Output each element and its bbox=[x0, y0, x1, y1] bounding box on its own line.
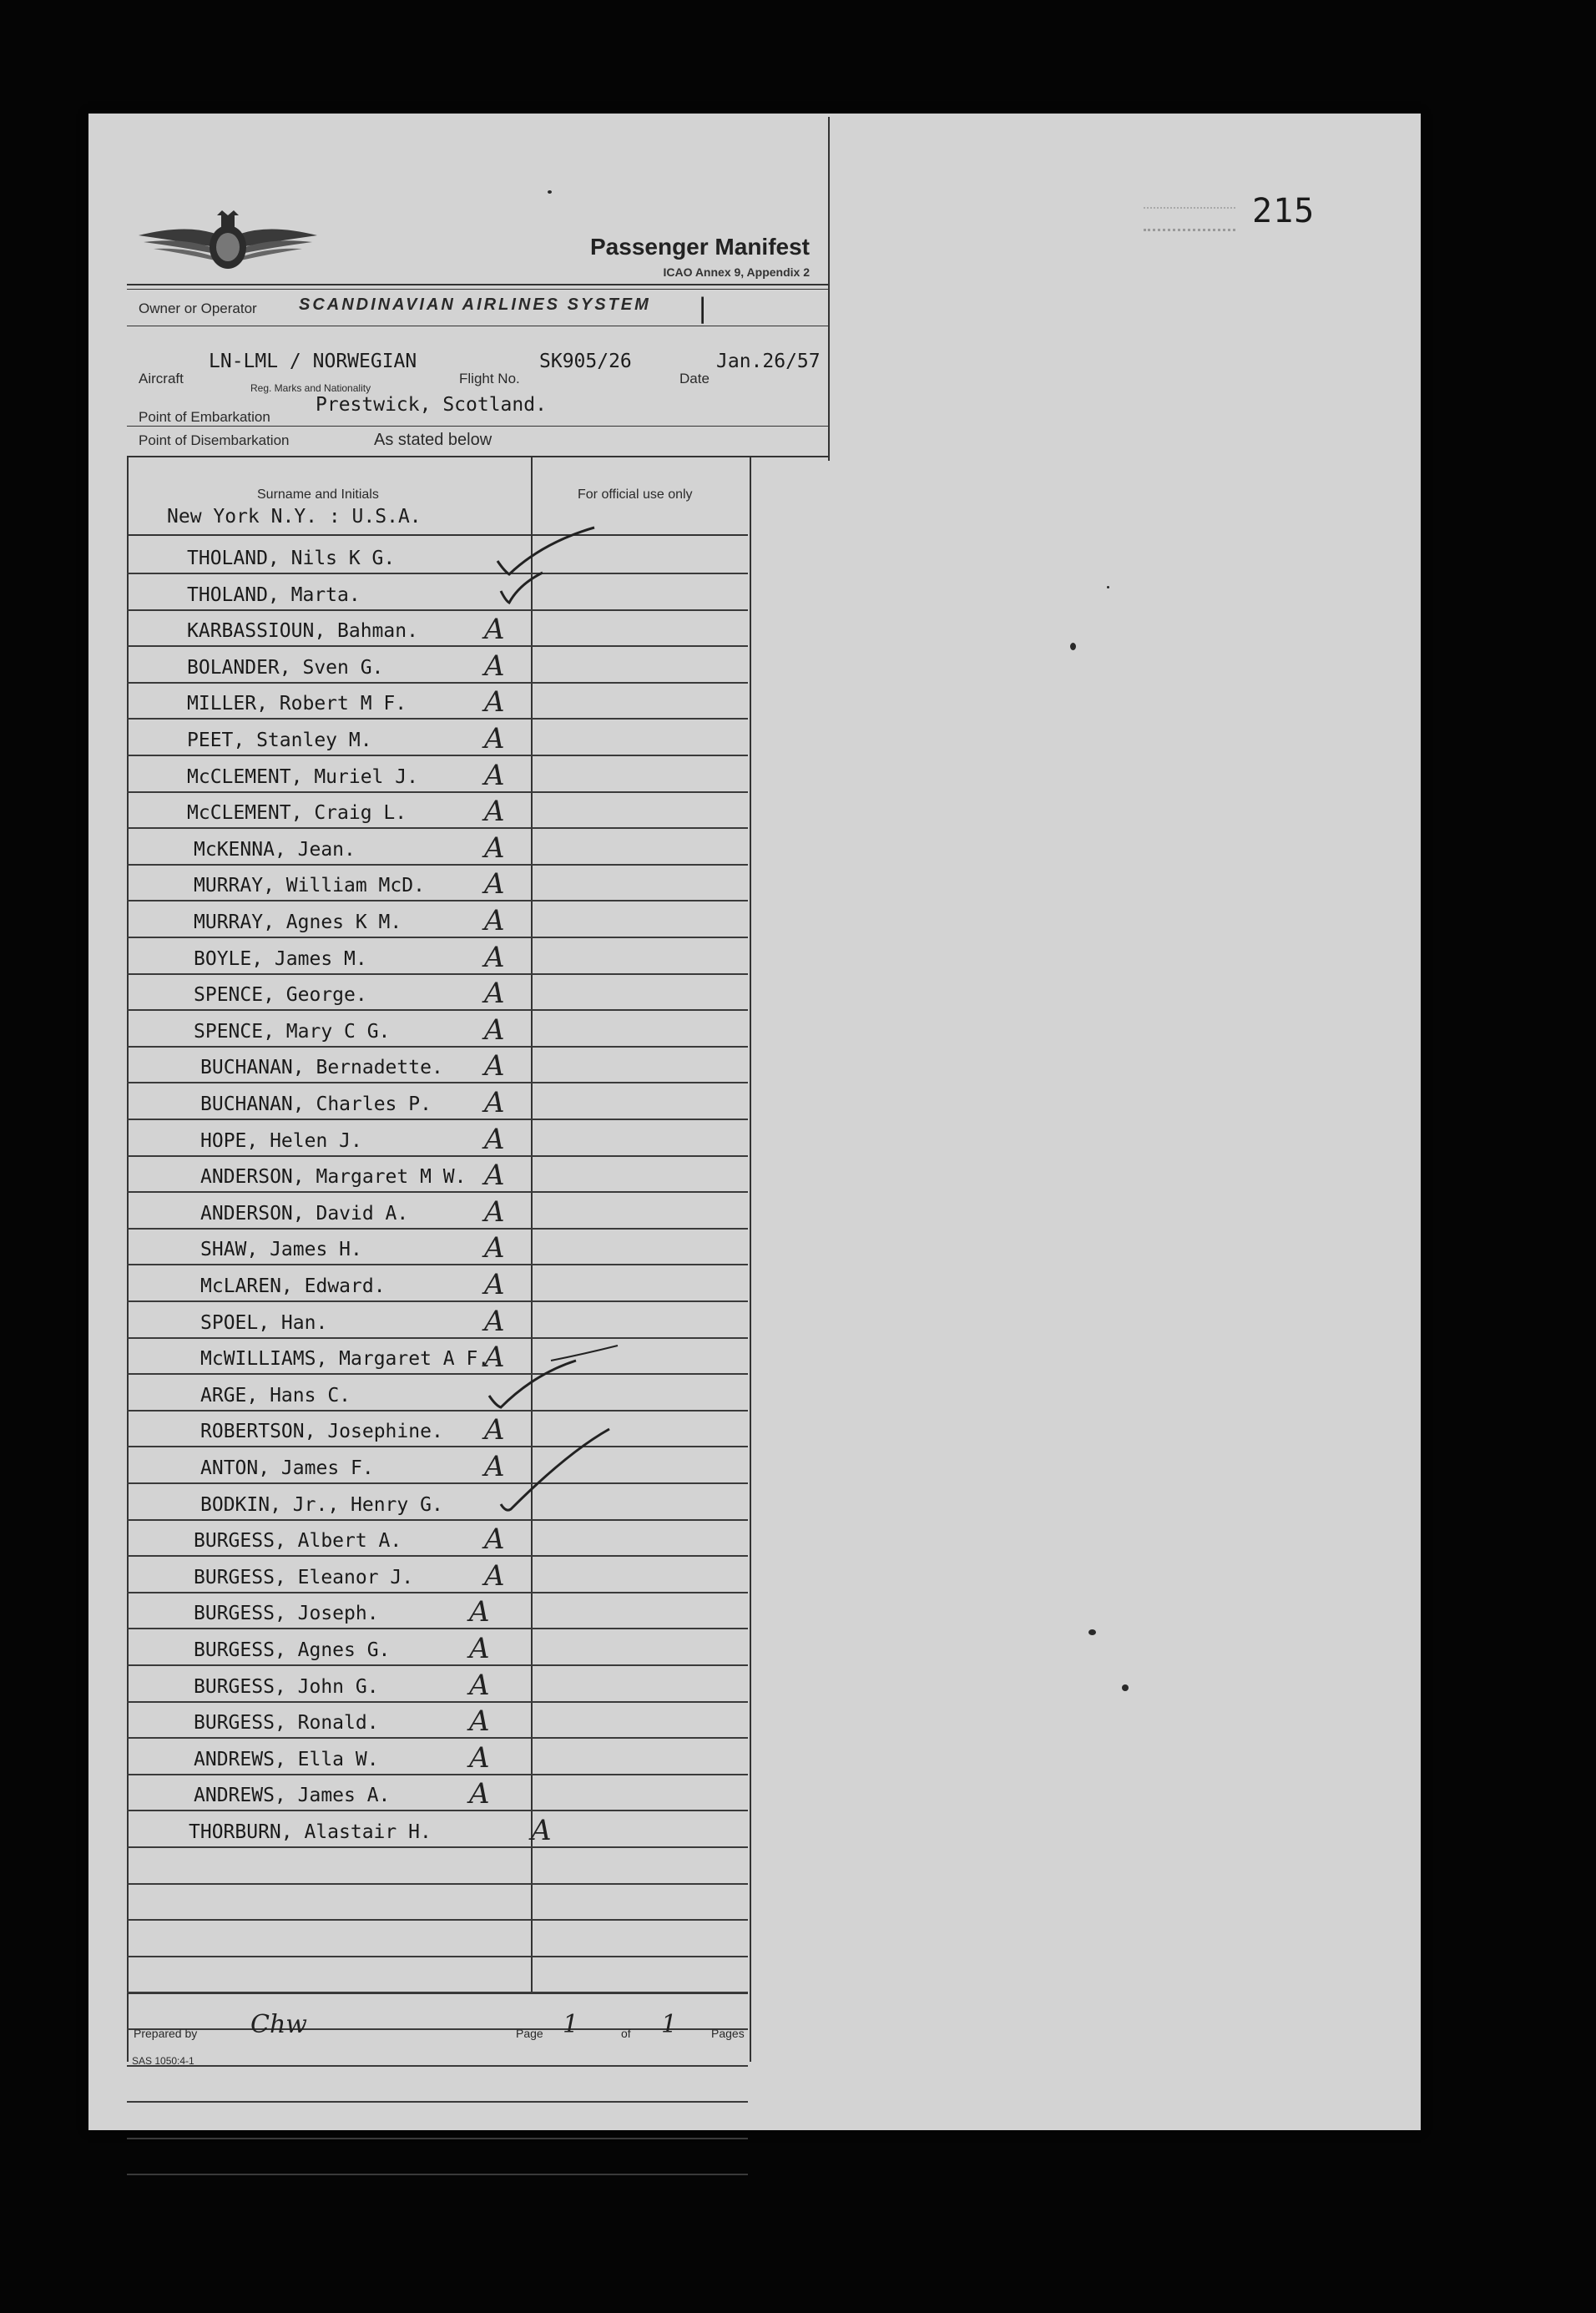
table-row bbox=[127, 1047, 748, 1083]
passenger-name: HOPE, Helen J. bbox=[200, 1129, 362, 1152]
reg-label: Reg. Marks and Nationality bbox=[250, 382, 371, 394]
table-row bbox=[127, 1229, 748, 1265]
scan-speck bbox=[1122, 1684, 1129, 1691]
header-divider bbox=[127, 284, 828, 285]
official-column-header: For official use only bbox=[578, 487, 693, 502]
table-row bbox=[127, 974, 748, 1011]
handwritten-mark: A bbox=[531, 1814, 552, 1847]
table-row bbox=[127, 538, 748, 574]
handwritten-mark: A bbox=[484, 685, 505, 720]
table-row bbox=[127, 1884, 748, 1921]
table-row bbox=[127, 756, 748, 793]
handwritten-mark: A bbox=[484, 649, 505, 683]
passenger-name: BURGESS, Agnes G. bbox=[194, 1639, 391, 1661]
prepared-by-label: Prepared by bbox=[134, 2027, 198, 2040]
owner-value: SCANDINAVIAN AIRLINES SYSTEM bbox=[299, 295, 651, 314]
footer-rule bbox=[127, 1993, 748, 1994]
table-row bbox=[127, 865, 748, 901]
table-row bbox=[127, 1265, 748, 1302]
passenger-name: ANDERSON, David A. bbox=[200, 1202, 409, 1225]
handwritten-mark: A bbox=[484, 1013, 505, 1047]
handwritten-mark: A bbox=[469, 1668, 490, 1702]
table-row bbox=[127, 683, 748, 720]
passenger-name: THOLAND, Marta. bbox=[187, 583, 361, 606]
handwritten-mark: A bbox=[484, 758, 505, 792]
page-number: 215 bbox=[1252, 192, 1316, 230]
handwritten-mark: A bbox=[484, 613, 505, 647]
table-row bbox=[127, 1411, 748, 1447]
table-row bbox=[127, 2139, 748, 2175]
handwritten-mark: A bbox=[469, 1632, 490, 1665]
embark-divider bbox=[127, 426, 828, 427]
table-row bbox=[127, 792, 748, 829]
form-number: SAS 1050:4-1 bbox=[132, 2055, 194, 2067]
passenger-name: McCLEMENT, Craig L. bbox=[187, 802, 407, 825]
passenger-name: ANDREWS, James A. bbox=[194, 1785, 391, 1807]
table-row bbox=[127, 647, 748, 684]
handwritten-mark: A bbox=[484, 904, 505, 937]
table-row bbox=[127, 1921, 748, 1957]
owner-tick-mark: | bbox=[694, 292, 711, 324]
passenger-name: BURGESS, Albert A. bbox=[194, 1530, 402, 1553]
date-label: Date bbox=[679, 371, 710, 386]
handwritten-mark: A bbox=[484, 940, 505, 974]
table-row bbox=[127, 1666, 748, 1703]
table-row bbox=[127, 1557, 748, 1593]
passenger-name: BURGESS, John G. bbox=[194, 1675, 379, 1698]
table-row bbox=[127, 1593, 748, 1629]
table-row bbox=[127, 1011, 748, 1048]
passenger-name: BURGESS, Eleanor J. bbox=[194, 1566, 414, 1588]
table-row bbox=[127, 1156, 748, 1193]
scan-speck bbox=[1070, 643, 1076, 650]
scan-speck bbox=[1088, 1629, 1096, 1635]
destination-heading: New York N.Y. : U.S.A. bbox=[167, 506, 422, 528]
passenger-name: McKENNA, Jean. bbox=[194, 838, 356, 861]
pages-label: Pages bbox=[711, 2027, 745, 2040]
handwritten-mark: A bbox=[469, 1704, 490, 1739]
table-row bbox=[127, 1302, 748, 1339]
handwritten-mark: A bbox=[484, 1341, 505, 1375]
embark-value: Prestwick, Scotland. bbox=[316, 394, 547, 416]
handwritten-mark: A bbox=[484, 977, 505, 1011]
passenger-name: MURRAY, William McD. bbox=[194, 875, 425, 897]
handwritten-mark: A bbox=[484, 1086, 505, 1119]
passenger-name: SPOEL, Han. bbox=[200, 1311, 328, 1334]
table-row bbox=[127, 1120, 748, 1157]
passenger-name: McWILLIAMS, Margaret A F. bbox=[200, 1348, 490, 1371]
table-row bbox=[127, 1193, 748, 1230]
table-header-rule bbox=[127, 534, 748, 536]
page-value: 1 bbox=[563, 2010, 579, 2039]
handwritten-mark: A bbox=[484, 1231, 505, 1265]
table-row bbox=[127, 1338, 748, 1375]
handwritten-mark: A bbox=[484, 1523, 505, 1557]
scan-speck bbox=[1107, 586, 1109, 588]
passenger-name: PEET, Stanley M. bbox=[187, 730, 372, 751]
table-row bbox=[127, 1957, 748, 1993]
handwritten-mark: A bbox=[484, 1049, 505, 1083]
passenger-name: ANDERSON, Margaret M W. bbox=[200, 1166, 467, 1189]
passenger-name: McCLEMENT, Muriel J. bbox=[187, 765, 418, 788]
passenger-name: BUCHANAN, Charles P. bbox=[200, 1093, 432, 1115]
passenger-name: BURGESS, Joseph. bbox=[194, 1603, 379, 1625]
table-row bbox=[127, 720, 748, 756]
handwritten-mark: A bbox=[484, 1268, 505, 1301]
surname-column-header: Surname and Initials bbox=[257, 487, 379, 502]
table-row bbox=[127, 1520, 748, 1557]
passenger-name: ARGE, Hans C. bbox=[200, 1384, 351, 1406]
handwritten-mark: A bbox=[469, 1777, 490, 1811]
table-row bbox=[127, 2030, 748, 2067]
owner-label: Owner or Operator bbox=[139, 300, 257, 316]
table-row bbox=[127, 1447, 748, 1484]
passenger-name: McLAREN, Edward. bbox=[200, 1275, 386, 1297]
of-label: of bbox=[621, 2027, 631, 2040]
passenger-name: BOYLE, James M. bbox=[194, 947, 367, 970]
aircraft-label: Aircraft bbox=[139, 371, 184, 386]
table-row bbox=[127, 1375, 748, 1412]
page-label: Page bbox=[516, 2027, 543, 2040]
table-row bbox=[127, 2103, 748, 2139]
manifest-title: Passenger Manifest bbox=[590, 234, 810, 260]
passenger-name: SPENCE, George. bbox=[194, 984, 367, 1007]
disembark-value: As stated below bbox=[374, 431, 492, 449]
of-value: 1 bbox=[661, 2010, 678, 2039]
table-row bbox=[127, 1993, 748, 2030]
handwritten-mark: A bbox=[484, 1159, 505, 1193]
passenger-name: SPENCE, Mary C G. bbox=[194, 1020, 391, 1043]
table-row bbox=[127, 2066, 748, 2103]
date-value: Jan.26/57 bbox=[716, 351, 821, 372]
passenger-name: MILLER, Robert M F. bbox=[187, 693, 407, 715]
flight-label: Flight No. bbox=[459, 371, 520, 386]
table-row bbox=[127, 610, 748, 647]
handwritten-mark: A bbox=[484, 795, 505, 829]
table-row bbox=[127, 1739, 748, 1775]
handwritten-mark: A bbox=[484, 1122, 505, 1156]
header-divider bbox=[127, 289, 828, 290]
flight-value: SK905/26 bbox=[539, 351, 632, 372]
table-row bbox=[127, 1629, 748, 1666]
handwritten-mark: A bbox=[484, 1304, 505, 1338]
passenger-name: SHAW, James H. bbox=[200, 1239, 362, 1261]
table-row bbox=[127, 1484, 748, 1521]
passenger-name: BURGESS, Ronald. bbox=[194, 1712, 379, 1735]
handwritten-mark: A bbox=[484, 867, 505, 901]
passenger-name: BUCHANAN, Bernadette. bbox=[200, 1057, 443, 1079]
table-row bbox=[127, 1848, 748, 1885]
table-row bbox=[127, 1083, 748, 1120]
passenger-name: KARBASSIOUN, Bahman. bbox=[187, 620, 418, 643]
prepared-by-signature: Chw bbox=[250, 2010, 307, 2039]
handwritten-mark: A bbox=[484, 1194, 505, 1229]
passenger-name: ROBERTSON, Josephine. bbox=[200, 1421, 443, 1443]
passenger-name: MURRAY, Agnes K M. bbox=[194, 912, 402, 933]
passenger-name: THORBURN, Alastair H. bbox=[189, 1821, 432, 1843]
handwritten-mark: A bbox=[469, 1595, 490, 1629]
handwritten-mark: A bbox=[484, 1558, 505, 1593]
table-row bbox=[127, 1702, 748, 1739]
embark-label: Point of Embarkation bbox=[139, 409, 270, 425]
disembark-label: Point of Disembarkation bbox=[139, 432, 290, 448]
handwritten-mark: A bbox=[469, 1740, 490, 1775]
table-row bbox=[127, 938, 748, 975]
table-row bbox=[127, 1775, 748, 1811]
passenger-name: ANDREWS, Ella W. bbox=[194, 1748, 379, 1770]
manifest-subtitle: ICAO Annex 9, Appendix 2 bbox=[663, 265, 810, 279]
passenger-name: THOLAND, Nils K G. bbox=[187, 548, 396, 569]
aircraft-value: LN-LML / NORWEGIAN bbox=[209, 351, 417, 372]
passenger-name: BOLANDER, Sven G. bbox=[187, 656, 384, 679]
handwritten-mark: A bbox=[484, 1450, 505, 1483]
passenger-name: ANTON, James F. bbox=[200, 1457, 374, 1479]
handwritten-mark: A bbox=[484, 1413, 505, 1447]
table-row bbox=[127, 901, 748, 938]
handwritten-mark: A bbox=[484, 722, 505, 755]
table-row bbox=[127, 829, 748, 866]
table-row bbox=[127, 574, 748, 611]
airline-wings-logo-icon bbox=[135, 209, 321, 279]
passenger-name: BODKIN, Jr., Henry G. bbox=[200, 1493, 443, 1516]
table-row bbox=[127, 1811, 748, 1848]
handwritten-mark: A bbox=[484, 831, 505, 865]
faint-stamp-mark bbox=[1144, 207, 1235, 231]
